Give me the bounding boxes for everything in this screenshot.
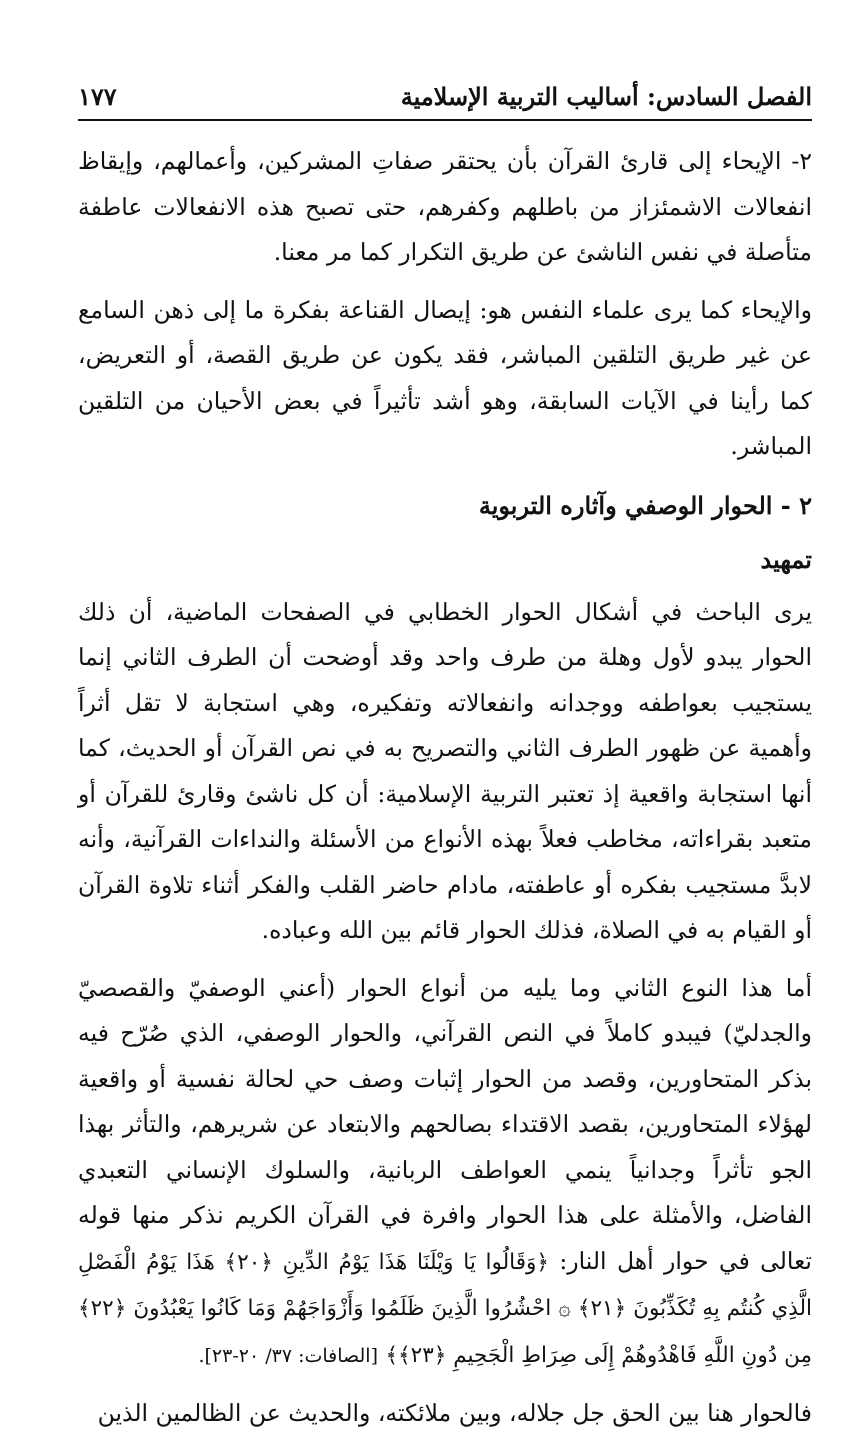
paragraph-continuation: فالحوار هنا بين الحق جل جلاله، وبين ملائكته، والحديث عن الظالمين الذين bbox=[97, 1399, 812, 1427]
section-heading: ٢ - الحوار الوصفي وآثاره التربوية bbox=[478, 490, 812, 520]
running-header bbox=[78, 82, 812, 121]
chapter-title: الفصل السادس: أساليب التربية الإسلامية bbox=[400, 82, 812, 111]
paragraph-suggestion-point: ٢- الإيحاء إلى قارئ القرآن بأن يحتقر صفاتِ المشركين، وأعمالهم، وإيقاظ انفعالات الاشمئزاز من باطلهم وكفرهم، حتى تصبح هذه الانفعالات عاطفة متأصلة في نفس الناشئ عن طريق التكرار كما مر معنا. bbox=[78, 147, 812, 266]
quran-verse: ﴿وَقَالُوا يَا وَيْلَنَا هَذَا يَوْمُ الدِّينِ ﴿٢٠﴾ هَذَا يَوْمُ الْفَصْلِ الَّذِي كُنتُم بِهِ تُكَذِّبُونَ ﴿٢١﴾ ۞ احْشُرُوا الَّذِينَ ظَلَمُوا وَأَزْوَاجَهُمْ وَمَا كَانُوا يَعْبُدُونَ ﴿٢٢﴾ مِن دُونِ اللَّهِ فَاهْدُوهُمْ إِلَى صِرَاطِ الْجَحِيمِ ﴿٢٣﴾﴾ bbox=[78, 1249, 812, 1368]
paragraph-body-text: أما هذا النوع الثاني وما يليه من أنواع الحوار (أعني الوصفيّ والقصصيّ والجدليّ) فيبدو كاملاً في النص القرآني، والحوار الوصفي، الذي صُرّح فيه بذكر المتحاورين، وقصد من الحوار إثبات وصف حي لحالة نفسية أو واقعية لهؤلاء المتحاورين، بقصد الاقتداء بصالحهم والابتعاد عن شريرهم، والتأثر بهذا الجو تأثراً وجدانياً ينمي العواطف الربانية، والسلوك الإنساني التعبدي الفاضل، والأمثلة على هذا الحوار وافرة في القرآن الكريم نذكر منها قوله تعالى في حوار أهل النار: bbox=[78, 973, 812, 1275]
verse-reference: [الصافات: ٣٧/ ٢٠-٢٣]. bbox=[198, 1344, 378, 1367]
paragraph-suggestion-definition: والإيحاء كما يرى علماء النفس هو: إيصال القناعة بفكرة ما إلى ذهن السامع عن غير طريق التلقين المباشر، فقد يكون عن طريق القصة، أو التعريض، كما رأينا في الآيات السابقة، وهو أشد تأثيراً في بعض الأحيان من التلقين المباشر. bbox=[78, 295, 812, 460]
page-number: ١٧٧ bbox=[78, 82, 117, 111]
book-page bbox=[78, 82, 812, 1449]
paragraph-descriptive-dialogue bbox=[78, 966, 812, 1380]
paragraph-introduction: يرى الباحث في أشكال الحوار الخطابي في الصفحات الماضية، أن ذلك الحوار يبدو لأول وهلة من طرف واحد وقد أوضحت أن الطرف الثاني إنما يستجيب بعواطفه ووجدانه وانفعالاته وتفكيره، وهي استجابة لا تقل أثراً وأهمية عن ظهور الطرف الثاني والتصريح به في نص القرآن أو الحديث، كما أنها استجابة واقعية إذ تعتبر التربية الإسلامية: أن كل ناشئ وقارئ للقرآن أو متعبد بقراءاته، مخاطب فعلاً بهذه الأنواع من الأسئلة والنداءات القرآنية، وأنه لابدَّ مستجيب بفكره أو عاطفته، مادام حاضر القلب والفكر أثناء تلاوة القرآن أو القيام به في الصلاة، فذلك الحوار قائم بين الله وعباده. bbox=[78, 597, 812, 944]
subsection-heading: تمهيد bbox=[760, 544, 812, 574]
